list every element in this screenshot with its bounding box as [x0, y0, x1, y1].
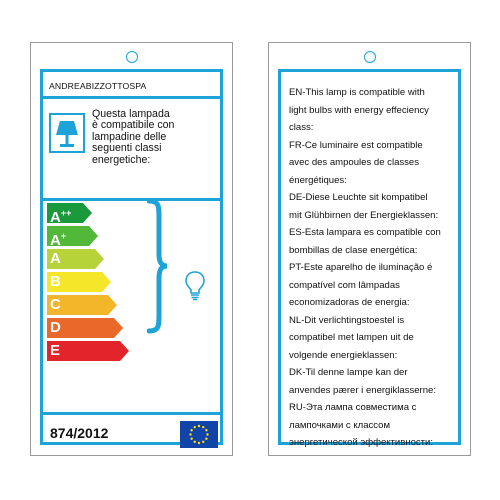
energy-class-a-plus	[47, 226, 99, 249]
eu-star	[194, 441, 196, 443]
energy-class-e	[47, 341, 130, 361]
lamp-text-line: seguenti classi	[92, 142, 162, 155]
eu-star	[205, 438, 207, 440]
eu-star	[190, 429, 192, 431]
text-line: volgende energieklassen:	[289, 349, 398, 361]
brand-name: ANDREABIZZOTTOSPA	[49, 81, 147, 91]
energy-label-card-left	[30, 42, 233, 456]
energy-class-label: C	[50, 296, 61, 313]
eu-star	[194, 426, 196, 428]
divider	[43, 96, 220, 99]
text-line: FR-Ce luminaire est compatible	[289, 139, 423, 151]
text-line: economizadoras de energia:	[289, 297, 410, 308]
energy-class-label: A+	[50, 231, 67, 249]
text-line: compatível com lâmpadas	[289, 279, 400, 291]
lamp-text-line: lampadine delle	[92, 130, 167, 143]
energy-class-scale	[47, 203, 130, 364]
text-line: NL-Dit verlichtingstoestel is	[289, 314, 405, 326]
eu-star	[202, 426, 204, 428]
text-line: DK-Til denne lampe kan der	[289, 367, 408, 378]
divider	[43, 198, 220, 201]
energy-class-d	[47, 318, 124, 338]
eu-star	[190, 438, 192, 440]
text-line: mit Glühbirnen der Energieklassen:	[289, 209, 439, 221]
lamp-text-line: Questa lampada	[92, 108, 170, 120]
text-line: лампочками с классом	[289, 419, 391, 431]
eu-star	[206, 433, 208, 435]
eu-star	[202, 441, 204, 443]
text-line: RU-Эта лампа совместима с	[289, 402, 417, 413]
text-line: compatibel met lampen uit de	[289, 332, 414, 343]
regulation-number: 874/2012	[50, 425, 109, 441]
text-line: class:	[289, 122, 314, 133]
eu-flag-icon	[180, 421, 218, 448]
text-line: ES-Esta lampara es compatible con	[289, 227, 441, 238]
light-bulb-icon	[184, 270, 206, 302]
text-line: энергетической эффективности:	[289, 437, 434, 448]
brace-icon	[147, 198, 169, 334]
energy-class-a-plus-plus	[47, 203, 93, 226]
energy-class-label: A	[50, 250, 61, 267]
label-frame	[40, 69, 223, 445]
energy-class-label: A++	[50, 208, 72, 226]
energy-class-label: D	[50, 319, 61, 336]
eu-star	[198, 442, 200, 444]
text-line: avec des ampoules de classes	[289, 157, 420, 168]
energy-class-b	[47, 272, 112, 292]
hang-hole	[126, 51, 138, 63]
energy-class-a	[47, 249, 105, 269]
table-lamp-icon	[49, 113, 85, 153]
text-line: DE-Diese Leuchte sit kompatibel	[289, 192, 428, 203]
text-line: anvendes pærer i energiklasserne:	[289, 384, 436, 396]
label-frame	[278, 69, 461, 448]
text-line: énergétiques:	[289, 174, 347, 186]
divider	[43, 412, 220, 415]
lamp-text-line: è compatibile con	[92, 119, 175, 132]
energy-label-card-right	[268, 42, 471, 456]
energy-class-c	[47, 295, 118, 315]
energy-class-label: E	[50, 342, 61, 359]
hang-hole	[364, 51, 376, 63]
text-line: bombillas de clase energética:	[289, 244, 418, 256]
energy-class-label: B	[50, 273, 61, 290]
eu-star	[189, 433, 191, 435]
lamp-text-line: energetiche:	[92, 153, 151, 166]
eu-star	[198, 425, 200, 427]
compatibility-text-it	[92, 109, 222, 166]
compatibility-text-multilingual	[289, 84, 459, 452]
text-line: light bulbs with energy effeciency	[289, 104, 429, 116]
eu-star	[205, 429, 207, 431]
text-line: EN-This lamp is compatible with	[289, 87, 425, 98]
text-line: PT-Este aparelho de iluminação é	[289, 262, 433, 273]
